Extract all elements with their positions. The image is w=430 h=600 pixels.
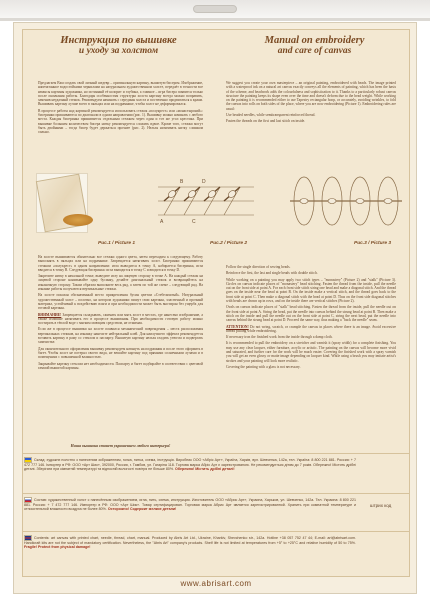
thread-spool-icon <box>63 214 93 226</box>
en-attention-text: Do not wring, scratch, or crumple the canvas in places where there is an image. Avoid excessive thread pulling while embroidering. <box>226 324 396 333</box>
barcode-label: штрих код <box>370 503 392 508</box>
ru-stitch-2: Закрепите нитку в начальной точке, выведите иглу на лицевую сторону в точке А. На каждый стежок на лицевой стороне нанизывайте одну бусинку, делайте диагональный стежок и возвращайтесь на изнаночную сторону. Таким образом выполните весь ряд, а затем по той же схеме – следующий ряд. На изнанке работы получаются вертикальные стежки. <box>38 274 203 292</box>
ru-body-block <box>38 253 203 370</box>
en-rule-2: Fasten the threads on the first and last stitch on inside. <box>226 119 306 124</box>
package-seam <box>0 18 430 21</box>
en-intro-block <box>226 79 396 124</box>
info-ua-warning: Обережно! Містить дрібні деталі! <box>175 467 235 472</box>
en-humid: It is recommended to pull the embroidery on a stretcher and varnish it (spray width) for a complete finishing. You may use any clear lacquer, either furniture, acrylic or artistic. The painting on the canvas will become more vivid and saturated, and further care for the work will be much easier. Covering the finished work with a spray varnish you will get an even glossy or matte image depending on lacquer kind. While using a brush you may imitate artist's strokes and your painting will look more realistic. <box>226 341 396 363</box>
picture-3-caption: Рис.3 / Picture 3 <box>354 241 392 246</box>
ru-stitch-1: На холсте вышиваются обязательно все стежки одного цвета, затем переходим к следующему. Работу выполнять в пяльцах или на подрамнике. Запрещается натягивать холст. Бисеринки пришиваются стежком «полукрест» в одном направлении: игла выводится в точку А, набирается бисеринка, игла вводится в точку В. Следующая бисеринка: игла выводится в точку С и вводится в точку D. <box>38 255 203 272</box>
en-attention-paragraph <box>226 325 396 334</box>
ru-intro-block <box>38 79 203 135</box>
info-en <box>24 535 356 550</box>
en-header <box>227 35 402 57</box>
en-follow: Follow the single direction of sewing beads. <box>226 265 291 269</box>
ru-title: Инструкция по вышивке <box>60 35 177 46</box>
en-stalk: Ovals on canvas indicate places of "stalk" bead stitching. Fasten the thread from the inside, pull the needle out on the front side at point A. String the bead, put the needle into canvas behind the strung bead at point B. Then make a stitch on the inside and pull the needle out on the front side at point C, string the next bead, put the needle into canvas behind the strung bead at point D. Proceed the same way, thus making a "back the needle" seam. <box>226 305 396 323</box>
ru-header <box>31 35 206 57</box>
ru-stitch-3: На холсте показан обозначенный место прикрепления бусин цветом «Стебельчатый». Натуральный художественный холст – полотно, на котором художники пишут свои картины, эластичный и прочный материал, устойчивый к воздействию влаги и при необходимости может быть выстиран без ущерба для готовой картины. <box>38 293 203 311</box>
ru-intro: Предлагаем Вам создать свой личный шедевр – оригинальную картину, вышитую бисером. Изображение, напечатанное водостойкими чернилами на натуральном художественном холсте, передаёт в точности все нюансы картины художника, но истинный её колорит и глубина, а главное – игра бисера появится только после окончания работы. Благодаря особенностям структуры холста картину всегда можно поправить, заменив неудачный стежок. Рекомендуем начинать с середины холста и постепенно продвигаться к краям. Вышивать картину лучше всего в пяльцах или на подрамнике, чтобы холст не деформировался. <box>38 81 203 107</box>
instruction-sheet <box>13 22 417 594</box>
en-glass: Covering the painting with a glass is not necessary. <box>226 364 301 369</box>
info-ua <box>24 457 356 472</box>
en-title: Manual on embroidery <box>264 35 365 46</box>
en-subtitle: and care of canvas <box>277 46 352 56</box>
en-wash: If necessary iron the finished work from the inside through a damp cloth. <box>226 335 333 340</box>
info-en-text: Contents: art canvas with printed chart, needle, thread, chart, manual. Produced by Abris Art Ltd., Ukraine, Kharkiv, Shevchenko str., 142a. Hotline +38 057 752 47 44; E-mail: art@abrisart.com. Handicraft kits are not the subject of mandatory certification. Nevertheless, the "Abris Art" company's products. Shelf life is not limited at temperatures from +5° to +25°C and relative humidity of 50 to 75%. <box>24 535 356 545</box>
picture-1-caption: Рис.1 / Picture 1 <box>98 241 136 246</box>
point-d-label: D <box>202 179 206 185</box>
ru-closing: Закрывайте картину стеклом нет необходимости. Паспарту и багет подбирайте в соответствии с цветовой гаммой вышитой картины. <box>38 361 203 370</box>
en-intro: We suggest you create your own masterpiece – an original painting, embroidered with beads. The image printed with a waterproof ink on a natural art canvas exactly conveys all the elements of painting, which has been the basis of the scheme, and beadwork adds the colourfulness and sophistication to it. Thanks to a particularly robust canvas structure the painting keeps its shape even over the time and doesn't deform due to the bead weight. While working on the painting it is recommended either to use Tapestry rectangular hoop, or accurately, avoiding wrinkles, to fold the canvas into rolls on both sides of the place, where you are now embroidering (Picture 1). Embroidering rules are usual: <box>226 81 396 111</box>
point-a-label: A <box>160 219 164 225</box>
website-url: www.abrisart.com <box>180 579 252 588</box>
divider-middle <box>22 493 410 494</box>
en-half-cross: While working on a painting you may apply two stitch types – "monastery" (Picture 2) and "stalk" (Picture 3). Circles on canvas indicate places of "monastery" bead stitching. Fasten the thread from the inside, pull the needle out on the front side at point A. For each front side stitch string one bead and make a diagonal stitch. And the thread goes on the inside near the bead at point B. On the inside make a vertical stitch, and the thread goes back to the front side at point C. Then make a diagonal stitch with the bead at point D. Thus on the front side diagonal stitches with beads are drawn up in rows, and on the inside there are vertical stitches (Picture 2). <box>226 277 396 304</box>
picture-2-caption: Рис.2 / Picture 2 <box>210 241 248 246</box>
picture-2-beads <box>167 189 237 199</box>
info-ua-text: Склад: художнє полотно з нанесеним зображенням, голка, нитка, схема, інструкція. Виробник ООО «Абріс Арт», Україна, Харків, вул. Шевченка, 142а, тел. Україна: 8 800 221 881. Россия: + 7 472 777 146. Імпортер в РФ: ООО «Арт Шик», 392000, Россия, г. Тамбов, ул. Гагаріна 118. Торгова марка Абріс Арт є зареєстрованою. Не рекомендується дітям до 7 років. Обережно! Містить дрібні деталі. Зберігати при кімнатній температурі та відносній вологості повітря не більше 80%. <box>24 457 356 472</box>
ru-framing: Для окончательного оформления вышивку рекомендуем натянуть на подрамник и после этого оформить в багет. Чтобы холст не потерял своего вида, не вешайте картину под прямыми солнечными лучами и в помещениях с повышенной влажностью. <box>38 346 203 360</box>
info-en-warning: Fragile! Protect from physical damage! <box>24 545 91 550</box>
package-header <box>0 0 430 18</box>
ru-wish: Наша вышивка станет украшением любого интерьера! <box>70 443 171 448</box>
ru-attention-label: ВНИМАНИЕ! <box>38 312 62 317</box>
en-attention-label: ATTENTION! <box>226 324 249 329</box>
en-rule-1: Use beaded needles, while semitransparent reinforced thread. <box>226 113 316 118</box>
ru-care: Если же в процессе вышивки на холсте появился механический повреждения – места расположения вертикальных стежков, на изнанку нанесите нейтральный клей. Для наилучшего эффекта рекомендуется вставить картину в раму со стеклом и паспарту. Вышитую картину нельзя гладить утюгом и подвергать химчистке. <box>38 327 203 345</box>
en-reinforce: Reinforce the first, the last and single beads with double stitch. <box>226 271 318 276</box>
point-b-label: B <box>180 179 184 185</box>
ru-attention-paragraph <box>38 313 203 326</box>
stitch-diagrams <box>94 161 408 241</box>
divider-bottom <box>22 531 410 532</box>
info-ru <box>24 497 356 512</box>
en-body-block <box>226 263 396 369</box>
picture-1-canvas-rolls <box>36 173 88 233</box>
ru-attention-text: Запрещается складывать, сжимать или мять холст в местах, где нанесено изображение, а также излишне натягивать его в процессе вышивания. При необходимости готовую работу можно постирать в тёплой воде с мягким моющим средством, не отжимая. <box>38 312 203 326</box>
ru-method: В процессе работы над картиной рекомендуется использовать стежок «полукрест» или «монастырский»: бисеринки пришиваются по диагонали в одном направлении (рис. 1). Вышивку можно начинать с любого места. Каждая бисеринка пришивается отдельным стежком через один и тот же угол крестика. При вышивке большим количеством бисера нитку рекомендуется сложить вдвое. Кроме того, стежки могут быть двойными – тогда бисер будет держаться прочнее (рис. 2). Нельзя натягивать нитку слишком сильно. <box>38 108 203 135</box>
info-ru-warning: Осторожно! Содержит мелкие детали! <box>107 507 177 512</box>
ru-subtitle: и уходу за холстом <box>78 46 159 56</box>
point-c-label: C <box>192 219 196 225</box>
info-ru-text: Состав: художественный холст с нанесённым изображением, игла, нить, схема, инструкция. Изготовитель ООО «Абрис Арт», Украина, Харьков, ул. Шевченко, 142а. Тел. Украина: 8 800 221 881. Россия: + 7 472 777 146. Импортер в РФ: ООО «Арт Шик». Товар сертифицирован. Торговая марка Абрис Арт является зарегистрированной. Хранить при комнатной температуре и относительной влажности воздуха не более 80%. <box>24 497 356 512</box>
hanging-hole <box>193 5 237 13</box>
divider-top <box>22 453 410 454</box>
